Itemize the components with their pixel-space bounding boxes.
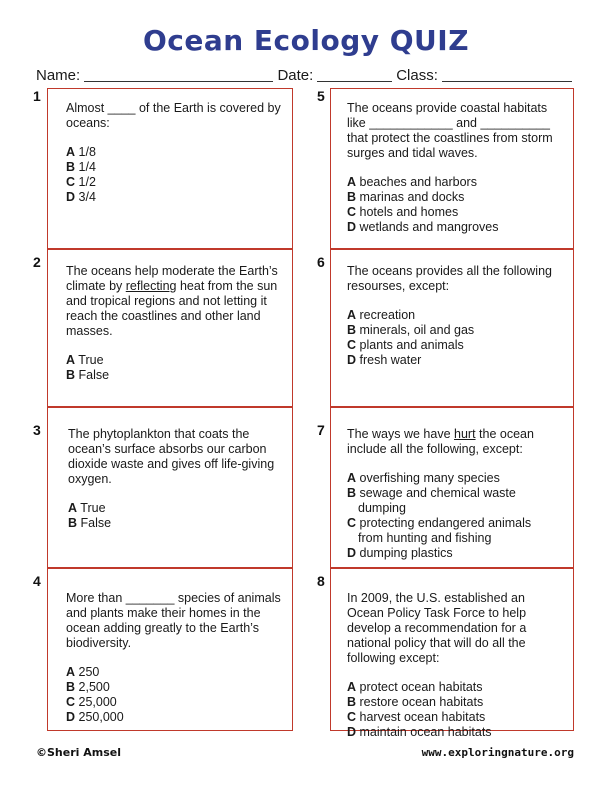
- answer-option[interactable]: B False: [66, 368, 110, 382]
- answer-option[interactable]: D wetlands and mangroves: [347, 220, 499, 234]
- question-number: 8: [317, 573, 325, 589]
- answer-options: [347, 308, 565, 368]
- answer-options: [66, 145, 282, 205]
- date-label: Date:: [277, 67, 314, 84]
- answer-options: [66, 353, 284, 383]
- question-6: [347, 264, 565, 368]
- answer-option[interactable]: A True: [66, 353, 104, 367]
- class-label: Class:: [396, 67, 438, 84]
- question-text: In 2009, the U.S. established an Ocean Policy Task Force to help develop a recommendation for a national policy that will do all the following except:: [347, 591, 527, 665]
- page-title: Ocean Ecology QUIZ: [142, 24, 470, 57]
- question-number: 6: [317, 254, 325, 270]
- question-text: The oceans help moderate the Earth’s climate by reflecting heat from the sun and tropical regions and not letting it reach the coastlines and other land masses.: [66, 264, 278, 338]
- question-3: [68, 427, 282, 531]
- answer-options: [347, 680, 565, 740]
- answer-option[interactable]: B marinas and docks: [347, 190, 465, 204]
- answer-option[interactable]: B restore ocean habitats: [347, 695, 484, 709]
- name-label: Name:: [36, 67, 81, 84]
- answer-option[interactable]: A True: [68, 501, 106, 515]
- question-text: The oceans provides all the following resourses, except:: [347, 264, 552, 293]
- copyright-text: ©Sheri Amsel: [36, 746, 121, 759]
- answer-option[interactable]: D 250,000: [66, 710, 124, 724]
- date-field[interactable]: [317, 67, 392, 82]
- underlined-word: hurt: [454, 427, 476, 441]
- answer-option[interactable]: D dumping plastics: [347, 546, 453, 560]
- question-number: 3: [33, 422, 41, 438]
- question-8: [347, 591, 565, 740]
- answer-option[interactable]: C harvest ocean habitats: [347, 710, 486, 724]
- answer-option[interactable]: B minerals, oil and gas: [347, 323, 475, 337]
- answer-option[interactable]: D maintain ocean habitats: [347, 725, 492, 739]
- question-text: The phytoplankton that coats the ocean’s surface absorbs our carbon dioxide waste and gives off life-giving oxygen.: [68, 427, 275, 486]
- answer-option[interactable]: B sewage and chemical waste dumping: [347, 486, 516, 515]
- answer-options: [347, 471, 565, 561]
- question-text: Almost ____ of the Earth is covered by oceans:: [66, 101, 281, 130]
- class-field[interactable]: [442, 67, 572, 82]
- answer-option[interactable]: A recreation: [347, 308, 416, 322]
- answer-option[interactable]: A beaches and harbors: [347, 175, 477, 189]
- answer-option[interactable]: A overfishing many species: [347, 471, 500, 485]
- question-text: More than _______ species of animals and plants make their homes in the ocean adding greatly to the Earth’s biodiversity.: [66, 591, 281, 650]
- underlined-word: reflecting: [125, 279, 177, 293]
- answer-option[interactable]: C plants and animals: [347, 338, 464, 352]
- answer-option[interactable]: A protect ocean habitats: [347, 680, 483, 694]
- website-link[interactable]: www.exploringnature.org: [421, 746, 574, 759]
- question-number: 1: [33, 88, 41, 104]
- question-number: 4: [33, 573, 41, 589]
- answer-option[interactable]: C 1/2: [66, 175, 96, 189]
- answer-option[interactable]: B 2,500: [66, 680, 110, 694]
- student-info-line: [36, 64, 576, 84]
- question-text: The oceans provide coastal habitats like ____________ and __________ that protect the coastlines from storm surges and tidal waves.: [347, 101, 553, 160]
- question-7: [347, 427, 565, 561]
- answer-option[interactable]: C hotels and homes: [347, 205, 459, 219]
- name-field[interactable]: [84, 67, 273, 82]
- answer-option[interactable]: C protecting endangered animals from hunting and fishing: [347, 516, 532, 545]
- answer-option[interactable]: A 250: [66, 665, 100, 679]
- question-number: 7: [317, 422, 325, 438]
- answer-option[interactable]: A 1/8: [66, 145, 96, 159]
- answer-options: [68, 501, 282, 531]
- question-number: 2: [33, 254, 41, 270]
- answer-option[interactable]: C 25,000: [66, 695, 117, 709]
- question-number: 5: [317, 88, 325, 104]
- answer-options: [347, 175, 565, 235]
- question-1: [66, 101, 282, 205]
- answer-option[interactable]: B 1/4: [66, 160, 96, 174]
- question-4: [66, 591, 284, 725]
- question-2: [66, 264, 284, 383]
- answer-option[interactable]: D fresh water: [347, 353, 422, 367]
- question-5: [347, 101, 565, 235]
- answer-options: [66, 665, 284, 725]
- answer-option[interactable]: B False: [68, 516, 112, 530]
- question-text: The ways we have hurt the ocean include all the following, except:: [347, 427, 534, 456]
- answer-option[interactable]: D 3/4: [66, 190, 96, 204]
